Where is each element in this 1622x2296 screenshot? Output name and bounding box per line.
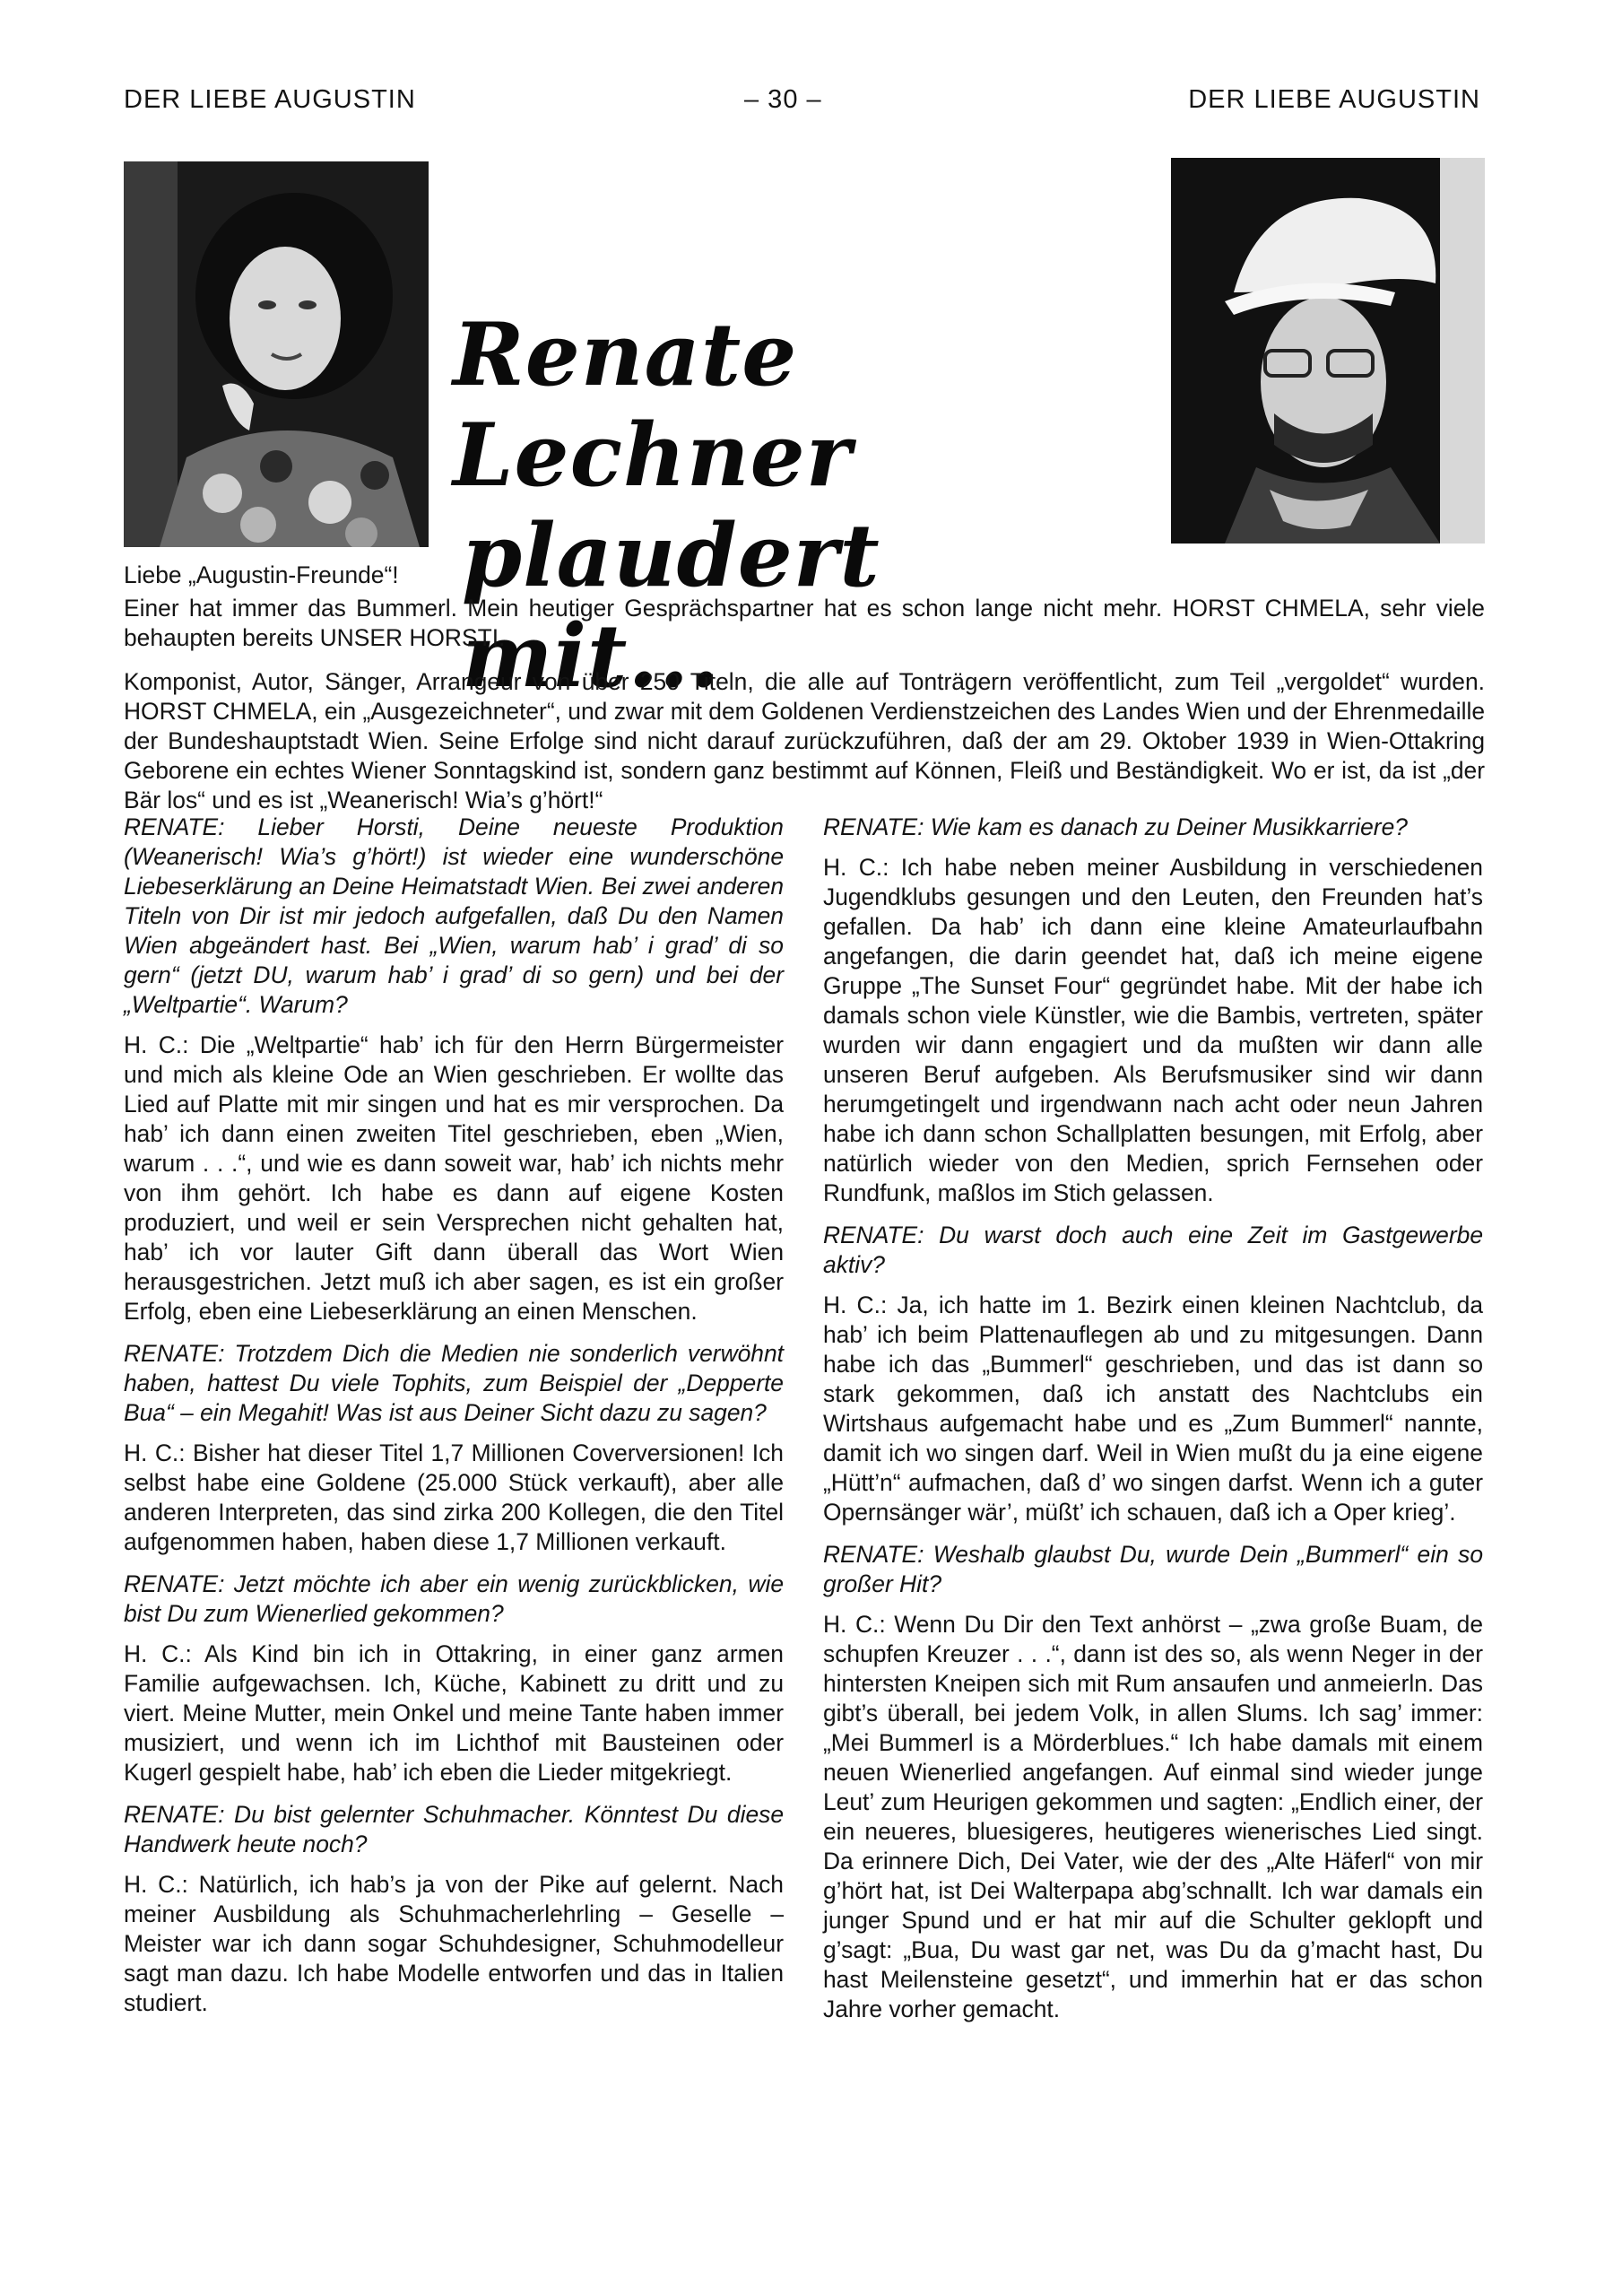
interview-question: RENATE: Weshalb glaubst Du, wurde Dein „Bummerl“ ein so großer Hit?: [823, 1541, 1483, 1597]
greeting: Liebe „Augustin-Freunde“!: [124, 561, 399, 588]
interview-answer: H. C.: Die „Weltpartie“ hab’ ich für den Herrn Bürgermeister und mich als kleine Ode an Wien geschrieben. Er wollte das Lied auf Platte mit mir singen und hat es mir versprochen. Da hab’ ich dann einen zweiten Titel geschrieben, eben „Wien, warum . . .“, und wie es dann soweit war, hab’ ich nichts mehr von ihm gehört. Ich habe es dann auf eigene Kosten produziert, und weil er sein Versprechen nicht gehalten hat, hab’ ich vor lauter Gift dann überall das Wort Wien herausgestrichen. Jetzt muß ich aber sagen, es ist ein großer Erfolg, eben eine Liebeserklärung an einen Menschen.: [124, 1031, 784, 1325]
running-header-left: DER LIEBE AUGUSTIN: [124, 85, 416, 114]
interview-question: RENATE: Du bist gelernter Schuhmacher. Könntest Du diese Handwerk heute noch?: [124, 1801, 784, 1857]
interview-answer: H. C.: Natürlich, ich hab’s ja von der Pike auf gelernt. Nach meiner Ausbildung als Schuhmacherlehrling – Geselle – Meister war ich dann sogar Schuhdesigner, Schuhmodelleur sagt man dazu. Ich habe Modelle entworfen und das in Italien studiert.: [124, 1871, 784, 2016]
left-column: [124, 813, 784, 2031]
title-line-1: Renate Lechner: [453, 304, 853, 506]
intro-paragraph: Komponist, Autor, Sänger, Arrangeur von über 250 Titeln, die alle auf Tonträgern veröffentlicht, zum Teil „vergoldet“ wurden. HORST CHMELA, ein „Ausgezeichneter“, und zwar mit dem Goldenen Verdienstzeichen des Landes Wien und der Ehrenmedaille der Bundeshauptstadt Wien. Seine Erfolge sind nicht darauf zurückzuführen, daß der am 29. Oktober 1939 in Wien-Ottakring Geborene ein echtes Wiener Sonntagskind ist, sondern ganz bestimmt auf Können, Fleiß und Beständigkeit. Wo er ist, da ist „der Bär los“ und es ist „Weanerisch! Wia’s g’hört!“: [124, 668, 1485, 813]
interview-question: RENATE: Wie kam es danach zu Deiner Musikkarriere?: [823, 813, 1408, 840]
interview-answer: H. C.: Ich habe neben meiner Ausbildung in verschiedenen Jugendklubs gesungen und den Leuten, den Freunden hat’s gefallen. Da hab’ ich dann eine kleine Amateurlaufbahn angefangen, die darin geendet hat, daß ich meine eigene Gruppe „The Sunset Four“ gegründet habe. Mit der habe ich damals schon viele Künstler, wie die Bambis, vertreten, später wurden wir dann engagiert und da mußten wir dann alle unseren Beruf aufgeben. Als Berufsmusiker sind wir dann herumgetingelt und irgendwann nach acht oder neun Jahren habe ich dann schon Schallplatten besungen, mit Erfolg, aber natürlich wieder von den Medien, sprich Fernsehen oder Rundfunk, maßlos im Stich gelassen.: [823, 854, 1483, 1206]
interview-answer: H. C.: Als Kind bin ich in Ottakring, in einer ganz armen Familie aufgewachsen. Ich, Küche, Kabinett zu dritt und zu viert. Meine Mutter, mein Onkel und meine Tante haben immer musiziert, und wenn ich im Lichthof mit Bausteinen oder Kugerl gespielt habe, hab’ ich eben die Lieder mitgekriegt.: [124, 1640, 784, 1786]
interview-question: RENATE: Du warst doch auch eine Zeit im Gastgewerbe aktiv?: [823, 1222, 1483, 1278]
interview-question: RENATE: Jetzt möchte ich aber ein wenig zurückblicken, wie bist Du zum Wienerlied gekommen?: [124, 1570, 784, 1627]
interview-question: RENATE: Trotzdem Dich die Medien nie sonderlich verwöhnt haben, hattest Du viele Tophits, zum Beispiel der „Depperte Bua“ – ein Megahit! Was ist aus Deiner Sicht dazu zu sagen?: [124, 1340, 784, 1426]
page-number: – 30 –: [744, 85, 822, 114]
interview-question: RENATE: Lieber Horsti, Deine neueste Produktion (Weanerisch! Wia’s g’hört!) ist wieder eine wunderschöne Liebeserklärung an Deine Heimatstadt Wien. Bei zwei anderen Titeln von Dir ist mir jedoch aufgefallen, daß Du den Namen Wien abgeändert hast. Bei „Wien, warum hab’ i grad’ di so gern“ (jetzt DU, warum hab’ i grad’ di so gern) und bei der „Weltpartie“. Warum?: [124, 813, 784, 1018]
interview-answer: H. C.: Wenn Du Dir den Text anhörst – „zwa große Buam, de schupfen Kreuzer . . .“, dann ist des so, als wenn Neger in der hintersten Kneipen sich mit Rum ansaufen und anmeierln. Das gibt’s überall, bei jedem Volk, in allen Slums. Ich sag’ immer: „Mei Bummerl is a Mörderblues.“ Ich habe damals mit einem neuen Wienerlied angefangen. Auf einmal sind wieder junge Leut’ zum Heurigen gekommen und sagten: „Endlich einer, der ein neueres, bluesigeres, heutigeres wienerisches Lied singt. Da erinnere Dich, Dei Vater, wie der des „Alte Häferl“ von mir g’hört hat, ist Dei Walterpapa abg’schnallt. Ich war damals ein junger Spund und er hat mir auf die Schulter geklopft und g’sagt: „Bua, Du wast gar net, was Du da g’macht hast, Du hast Meilensteine gesetzt“, und immerhin hat er das schon Jahre vorher gemacht.: [823, 1611, 1483, 2022]
portrait-woman-icon: [124, 161, 429, 547]
interview-answer: H. C.: Bisher hat dieser Titel 1,7 Millionen Coverversionen! Ich selbst habe eine Goldene (25.000 Stück verkauft), aber alle anderen Interpreten, das sind zirka 200 Kollegen, die den Titel aufgenommen haben, haben diese 1,7 Millionen verkauft.: [124, 1439, 784, 1555]
intro-paragraph: Einer hat immer das Bummerl. Mein heutiger Gesprächspartner hat es schon lange nicht mehr. HORST CHMELA, sehr viele behaupten bereits UNSER HORSTI.: [124, 595, 1485, 651]
running-header-right: DER LIEBE AUGUSTIN: [1188, 85, 1480, 114]
intro-text: [124, 561, 1485, 830]
right-column: [823, 813, 1483, 2037]
interview-answer: H. C.: Ja, ich hatte im 1. Bezirk einen kleinen Nachtclub, da hab’ ich beim Plattenauflegen ab und zu mitgesungen. Dann habe ich das „Bummerl“ geschrieben, und das ist dann so stark gekommen, daß ich anstatt des Nachtclubs ein Wirtshaus aufgemacht habe und es „Zum Bummerl“ nannte, damit ich wo singen darf. Weil in Wien mußt du ja eine eigene „Hütt’n“ aufmachen, daß d’ wo singen darfst. Wenn ich a guter Opernsänger wär’, müßt’ ich schauen, daß ich a Oper krieg’.: [823, 1292, 1483, 1526]
portrait-man-with-cap-icon: [1171, 158, 1485, 544]
title-line-2: plaudert mit...: [462, 505, 880, 707]
